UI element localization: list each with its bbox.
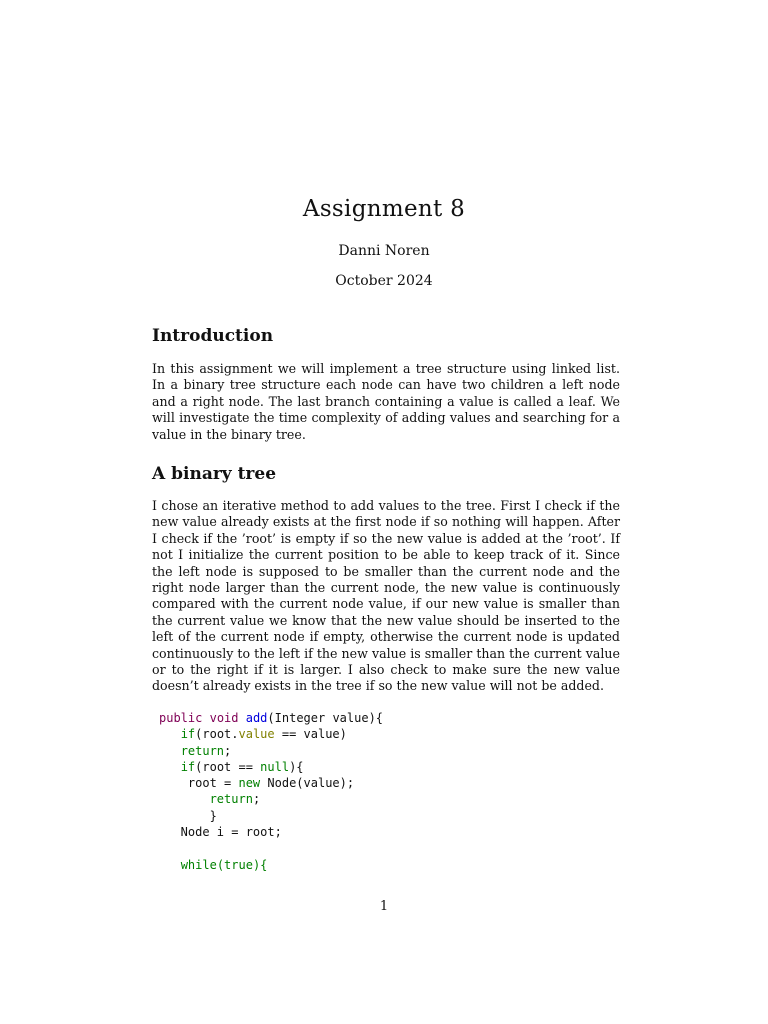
code-indent [159,760,181,774]
code-text: (root == [195,759,261,774]
code-line [159,726,383,742]
section-heading-introduction: Introduction [152,326,274,346]
code-text: ; [252,792,261,807]
code-keyword: return [180,743,225,758]
code-method-name: add [245,711,268,725]
code-indent [159,792,210,806]
code-text: ){ [289,759,304,774]
code-line [159,743,383,759]
code-line [159,775,383,791]
introduction-paragraph: In this assignment we will implement a tree structure using linked list. In a binary tree structure each node can have two children a left node and a right node. The last branch containing a value is called a leaf. We will investigate the time complexity of adding values and searching for a value in the binary tree. [152,361,620,442]
code-text: Node(value); [260,776,355,791]
code-text: root = [187,776,239,791]
code-indent [159,744,181,758]
code-indent [159,727,181,741]
code-text: ( [216,857,225,872]
code-line-blank [159,840,383,856]
code-keyword: public [159,711,203,725]
code-indent [159,858,181,872]
code-keyword: return [209,792,253,807]
document-date: October 2024 [335,273,433,289]
code-field: value [238,727,275,742]
code-keyword: while [180,857,217,872]
author-name: Danni Noren [338,243,430,259]
code-line: Node i = root; [159,825,282,840]
binary-tree-paragraph: I chose an iterative method to add values to the tree. First I check if the new value already exists at the first node if so nothing will happen. After I check if the ’root’ is empty if so the new value is added at the ’root’. If not I initialize the current position to be able to keep track of it. Since the left node is supposed to be smaller than the current node and the right node larger than the current node, the new value is continuously compared with the current node value, if our new value is smaller than the current value we know that the new value should be inserted to the left of the current node if empty, otherwise the current node is updated continuously to the left if the new value is smaller than the current value or to the right if it is larger. I also check to make sure the new value doesn’t already exists in the tree if so the new value will not be added. [152,498,620,694]
code-space [202,711,209,725]
code-text: (Integer value){ [267,711,384,725]
page-number: 1 [379,899,389,914]
code-text: == value) [274,727,347,742]
code-line [159,857,383,873]
code-keyword: new [238,776,261,791]
document-title: Assignment 8 [302,196,466,222]
code-listing [159,710,383,873]
code-line: } [159,808,217,823]
code-literal: true [224,857,253,872]
code-text: ){ [252,857,268,872]
code-space [239,711,246,725]
code-keyword: if [180,759,196,774]
code-text: ; [224,743,232,758]
code-line [159,791,383,807]
code-line [159,759,383,775]
code-indent [159,776,188,790]
code-literal: null [260,759,290,774]
code-keyword: if [180,727,196,742]
section-heading-binary-tree: A binary tree [152,464,277,484]
code-line [159,710,383,726]
code-keyword: void [209,711,239,725]
code-text: (root. [195,727,239,742]
